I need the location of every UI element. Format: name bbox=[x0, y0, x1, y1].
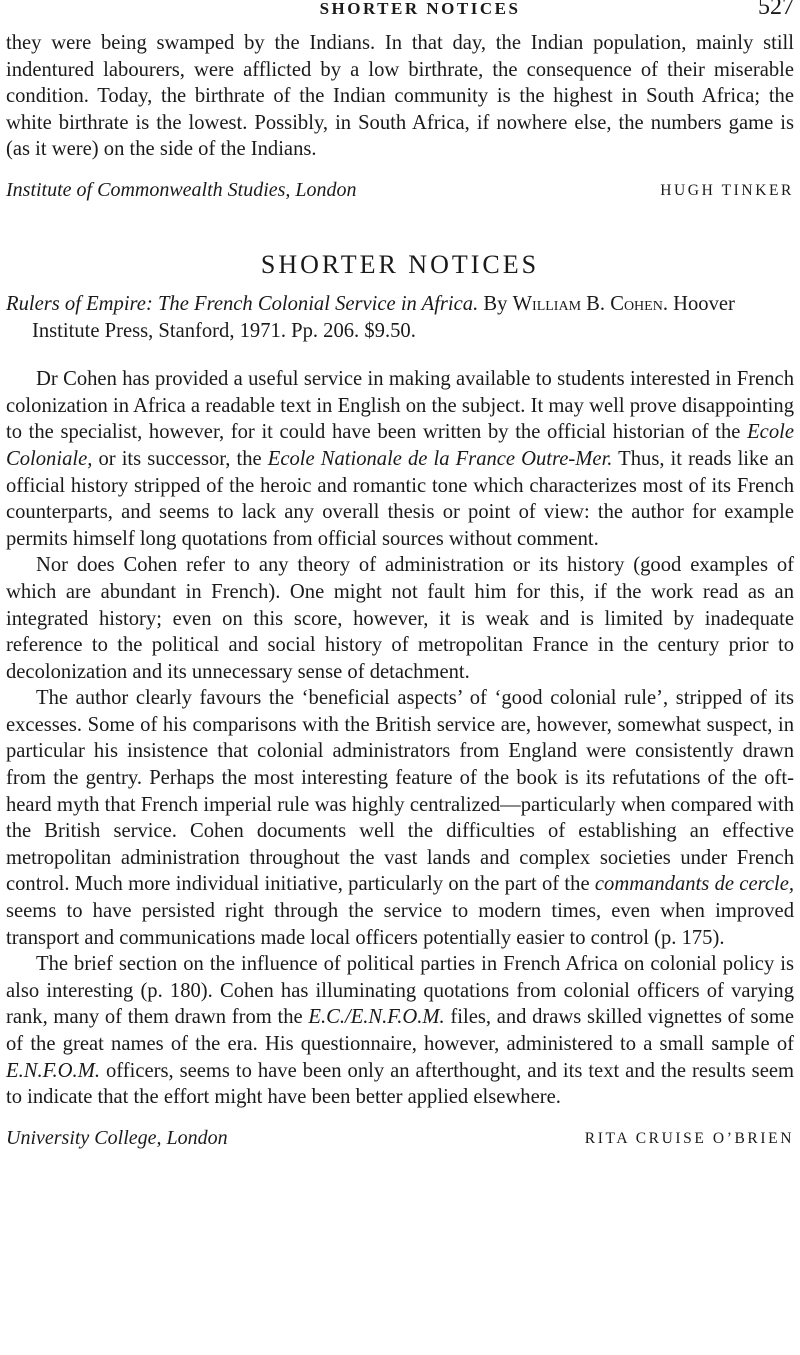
previous-review-institution: Institute of Commonwealth Studies, London bbox=[6, 178, 357, 201]
running-head bbox=[6, 0, 794, 30]
review-p3-emphasis: commandants de cercle, bbox=[594, 873, 794, 896]
review-p4-text-b: files, and draws skilled vignettes of some of the great names of the era. His questionnaire, however, administered to a small sample of bbox=[6, 1006, 794, 1055]
reviewer-institution: University College, London bbox=[6, 1126, 228, 1149]
review-paragraph-1 bbox=[6, 366, 794, 552]
review-p3-text-b: seems to have persisted right through the service to modern times, even when improved transport and communications made local officers potentially easier to control (p. 175). bbox=[6, 900, 794, 949]
review-paragraph-2: Nor does Cohen refer to any theory of administration or its history (good examples of which are abundant in French). One might not fault him for this, if the work read as an integrated history; even on this score, however, it is weak and is limited by inadequate reference to the political and social history of metropolitan France in the century prior to decolonization and its unnecessary sense of detachment. bbox=[6, 554, 794, 683]
running-head-title: SHORTER NOTICES bbox=[319, 0, 521, 18]
review-p1-text-a: Dr Cohen has provided a useful service in making available to students interested in French colonization in Africa a readable text in English on the subject. It may well prove disappointing to the specialist, however, for it could have been written by the official historian of the bbox=[6, 368, 794, 444]
section-title: SHORTER NOTICES bbox=[260, 249, 540, 279]
book-citation bbox=[6, 291, 794, 344]
review-p3-text-a: The author clearly favours the ‘beneficial aspects’ of ‘good colonial rule’, stripped of its excesses. Some of his comparisons with the British service are, however, somewhat suspect, in particular his insistence that colonial administrators from England were consistently drawn from the gentry. Perhaps the most interesting feature of the book is its refutations of the oft-heard myth that French imperial rule was highly centralized—particularly when compared with the British service. Cohen documents well the difficulties of establishing an effective metropolitan administration throughout the vast lands and complex societies under French control. Much more individual initiative, particularly on the part of the bbox=[6, 687, 794, 896]
journal-page bbox=[6, 0, 794, 1159]
previous-review-signature bbox=[6, 177, 794, 211]
book-publisher: Hoover Institute Press, Stanford, 1971. Pp. 206. $9.50. bbox=[32, 292, 735, 342]
review-p4-text-c: officers, seems to have been only an afterthought, and its text and the results seem to indicate that the effort might have been better applied elsewhere. bbox=[6, 1059, 794, 1109]
review-p1-text-b: or its successor, the bbox=[98, 447, 262, 470]
previous-reviewer-name: HUGH TINKER bbox=[660, 181, 794, 199]
review-p4-emphasis-1: E.C./E.N.F.O.M. bbox=[308, 1006, 445, 1029]
review-p4-text-a: The brief section on the influence of political parties in French Africa on colonial policy is also interesting (p. 180). Cohen has illuminating quotations from colonial officers of varying rank, many of them drawn from the bbox=[6, 953, 794, 1029]
review-p1-emphasis-1: Ecole Coloniale, bbox=[6, 421, 794, 470]
review-p4-emphasis-2: E.N.F.O.M. bbox=[6, 1059, 101, 1082]
page-number: 527 bbox=[758, 0, 794, 20]
reviewer-name: RITA CRUISE O’BRIEN bbox=[584, 1129, 794, 1147]
book-title: Rulers of Empire: The French Colonial Service in Africa. bbox=[6, 292, 479, 315]
review-paragraph-4 bbox=[6, 951, 794, 1111]
previous-review-closing-paragraph: they were being swamped by the Indians. In that day, the Indian population, mainly still indentured labourers, were afflicted by a low birthrate, the consequence of their miserable condition. Today, the birthrate of the Indian community is the highest in South Africa; the white birthrate is the lowest. Possibly, in South Africa, if nowhere else, the numbers game is (as it were) on the side of the Indians. bbox=[6, 32, 794, 161]
citation-by: By bbox=[483, 292, 508, 315]
book-author: William B. Cohen. bbox=[512, 292, 668, 315]
review-paragraph-3 bbox=[6, 685, 794, 951]
review-p1-text-c: Thus, it reads like an official history stripped of the heroic and romantic tone which characterizes most of its French counterparts, and seems to lack any overall thesis or point of view: the author for example permits himself long quotations from official sources without comment. bbox=[6, 447, 794, 550]
review-p1-emphasis-2: Ecole Nationale de la France Outre-Mer. bbox=[267, 447, 613, 470]
review-signature bbox=[6, 1125, 794, 1159]
